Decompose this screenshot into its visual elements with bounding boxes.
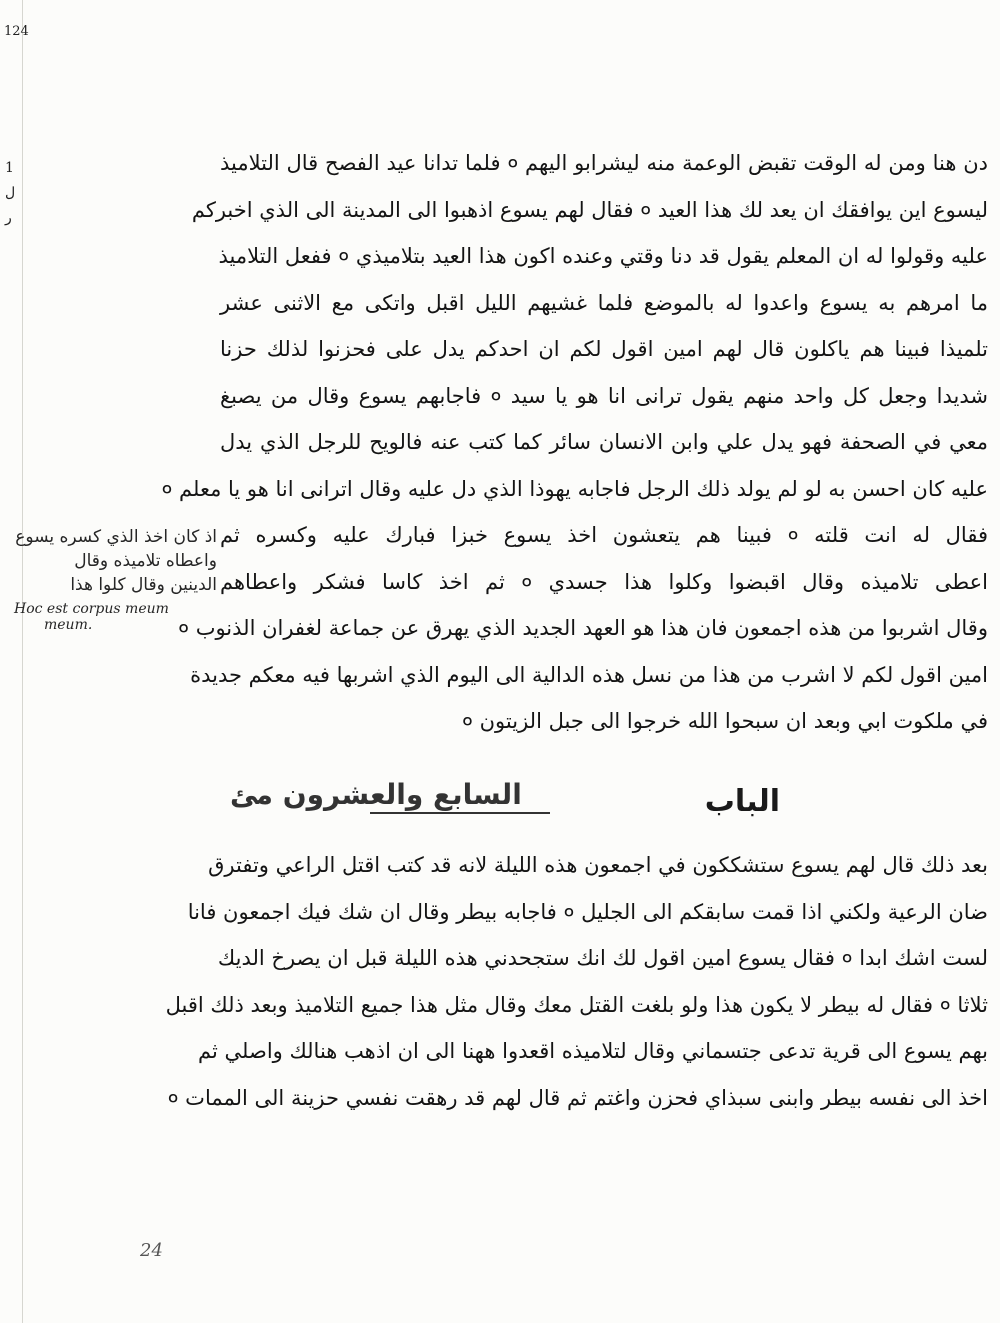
text-line: ليسوع اين يوافقك ان يعد لك هذا العيد ० فقال لهم يسوع اذهبوا الى المدينة الى الذي اخبركم [191, 197, 988, 222]
text-line: ضان الرعية ولكني اذا قمت سابقكم الى الجليل ० فاجابه بيطر وقال ان شك فيك اجمعون فانا [187, 899, 988, 924]
text-line: في ملكوت ابي وبعد ان سبحوا الله خرجوا الى جبل الزيتون ० [462, 709, 988, 733]
text-line: تلميذا فبينا هم ياكلون قال لهم امين اقول لكم ان احدكم يدل على فحزنوا لذلك حزنا [220, 337, 988, 361]
margin-annotation [12, 525, 217, 633]
text-line: وقال اشربوا من هذه اجمعون فان هذا هو العهد الجديد الذي يهرق عن جماعة لغفران الذنوب ० [178, 616, 988, 640]
text-line: دن هنا ومن له الوقت تقبض الوعمة منه ليشرابو اليهم ० فلما تدانا عيد الفصح قال التلاميذ [220, 151, 988, 175]
text-line: بعد ذلك قال لهم يسوع ستشككون في اجمعون هذه الليلة لانه قد كتب اقتل الراعي وتفترق [208, 853, 988, 877]
text-line: اعطى تلاميذه وقال اقبضوا وكلوا هذا جسدي ० ثم اخذ كاسا فشكر واعطاهم [220, 569, 988, 594]
text-line: شديدا وجعل كل واحد منهم يقول ترانى انا هو يا سيد ० فاجابهم يسوع وقال من يصبغ [220, 383, 988, 408]
chapter-heading [220, 778, 780, 838]
chapter-text-block [165, 842, 988, 1121]
margin-latin-line: meum. [44, 617, 93, 633]
text-line: معي في الصحفة فهو يدل علي وابن الانسان سائر كما كتب عنه فالويح للرجل الذي يدل [220, 430, 988, 454]
chapter-rule [370, 812, 550, 814]
text-line: اخذ الى نفسه بيطر وابنى سبذاي فحزن واغتم ثم قال لهم قد رهقت نفسي حزينة الى الممات ० [167, 1085, 988, 1110]
margin-latin-note [12, 601, 217, 633]
margin-arabic-line: واعطاه تلاميذه وقال [74, 551, 217, 571]
folio-number-bottom: 24 [140, 1240, 163, 1261]
text-line: لست اشك ابدا ० فقال يسوع امين اقول لك انك ستجحدني هذه الليلة قبل ان يصرخ الديك [217, 946, 988, 970]
folio-number-top: 124 [4, 24, 29, 39]
text-line: ما امرهم به يسوع واعدوا له بالموضع فلما غشيهم الليل اقبل واتكى مع الاثنى عشر [220, 290, 988, 315]
edge-mark: 1 [5, 160, 14, 176]
text-line: عليه وقولوا له ان المعلم يقول قد دنا وقتي وعنده اكون هذا العيد بتلاميذي ० ففعل التلاميذ [218, 244, 988, 268]
text-line: امين اقول لكم لا اشرب من هذا من نسل هذه الدالية الى اليوم الذي اشربها فيه معكم جديدة [190, 662, 988, 687]
edge-mark: ر [5, 210, 12, 226]
margin-latin-line: Hoc est corpus meum [14, 601, 169, 617]
binding-edge [0, 0, 23, 1323]
text-line: فقال له انت قلته ० فبينا هم يتعشون اخذ يسوع خبزا فبارك عليه وكسره ثم [220, 523, 988, 547]
chapter-label: الباب [704, 784, 780, 819]
text-line: ثلاثا ० فقال له بيطر لا يكون هذا ولو بلغت القتل معك وقال مثل هذا جميع التلاميذ وبعد ذلك اقبل [165, 992, 988, 1017]
edge-mark: ل [5, 185, 16, 201]
margin-arabic-line: الدينين وقال كلوا هذا [70, 575, 217, 595]
chapter-number: السابع والعشرون مئ [230, 778, 522, 811]
main-text-block [161, 140, 988, 745]
margin-arabic-line: اذ كان اخذ الذي كسره يسوع [15, 527, 217, 547]
text-line: بهم يسوع الى قرية تدعى جتسماني وقال لتلاميذه اقعدوا ههنا الى ان اذهب هنالك واصلي ثم [198, 1039, 988, 1063]
text-line: عليه كان احسن به لو لم يولد ذلك الرجل فاجابه يهوذا الذي دل عليه وقال اترانى انا هو يا معلم ० [161, 476, 988, 501]
